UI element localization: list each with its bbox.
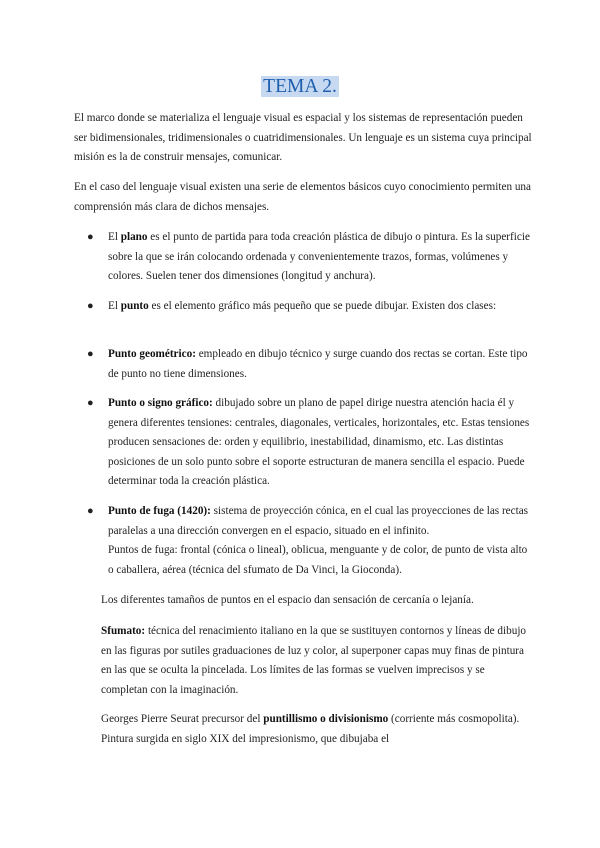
bullet-punto: [87, 297, 534, 317]
page-title: [0, 73, 600, 102]
bullet-icon: ●: [87, 505, 94, 517]
bullet-plano: [87, 228, 534, 287]
bullet-icon: ●: [87, 348, 94, 360]
bullet-punto-text: El punto es el elemento gráfico más pequeño que se puede dibujar. Existen dos clases:: [108, 300, 497, 312]
page-title-text: TEMA 2.: [263, 76, 337, 97]
bullet-punto-de-fuga-text: Punto de fuga (1420): sistema de proyección cónica, en el cual las proyecciones de las rectas paralelas a una dirección convergen en el espacio, situado en el infinito. Puntos de fuga: frontal (cónica o lineal), oblicua, menguante y de color, de punto de vista alto o caballera, aérea (técnica del sfumato de Da Vinci, la Gioconda).: [108, 505, 529, 576]
bullet-punto-geometrico: [87, 345, 534, 384]
bullet-punto-geometrico-text: Punto geométrico: empleado en dibujo técnico y surge cuando dos rectas se cortan. Este tipo de punto no tiene dimensiones.: [108, 348, 528, 380]
sizes-paragraph: Los diferentes tamaños de puntos en el espacio dan sensación de cercanía o lejanía.: [101, 594, 474, 606]
seurat-paragraph: Georges Pierre Seurat precursor del puntillismo o divisionismo (corriente más cosmopolita). Pintura surgida en siglo XIX del impresionismo, que dibujaba el: [101, 713, 520, 745]
bullet-plano-text: El plano es el punto de partida para toda creación plástica de dibujo o pintura. Es la superficie sobre la que se irán colocando ordenada y convenientemente trazos, formas, volúmenes y colores. Suelen tener dos dimensiones (longitud y anchura).: [108, 231, 530, 283]
bullet-punto-signo-grafico: [87, 394, 534, 492]
bullet-icon: ●: [87, 300, 94, 312]
bullet-punto-de-fuga: [87, 502, 534, 580]
bullet-punto-signo-grafico-text: Punto o signo gráfico: dibujado sobre un plano de papel dirige nuestra atención hacia él y genera diferentes tensiones: centrales, diagonales, verticales, horizontales, etc. Estas tensiones producen sensaciones de: orden y equilibrio, inestabilidad, dinamismo, etc. Las distintas posiciones de un solo punto sobre el soporte estructuran de manera sencilla el espacio. Puede determinar toda la creación plástica.: [108, 397, 530, 488]
visual-language-paragraph: En el caso del lenguaje visual existen una serie de elementos básicos cuyo conocimiento permiten una comprensión más clara de dichos mensajes.: [74, 181, 531, 213]
sfumato-paragraph: Sfumato: técnica del renacimiento italiano en la que se sustituyen contornos y líneas de dibujo en las figuras por sutiles graduaciones de luz y color, al superponer capas muy finas de pintura en las que se oculta la pincelada. Los límites de las formas se vuelven imprecisos y se completan con la imaginación.: [101, 625, 527, 696]
intro-paragraph: El marco donde se materializa el lenguaje visual es espacial y los sistemas de representación pueden ser bidimensionales, tridimensionales o cuatridimensionales. Un lenguaje es un sistema cuya principal misión es la de construir mensajes, comunicar.: [74, 112, 532, 164]
bullet-icon: ●: [87, 397, 94, 409]
bullet-icon: ●: [87, 231, 94, 243]
